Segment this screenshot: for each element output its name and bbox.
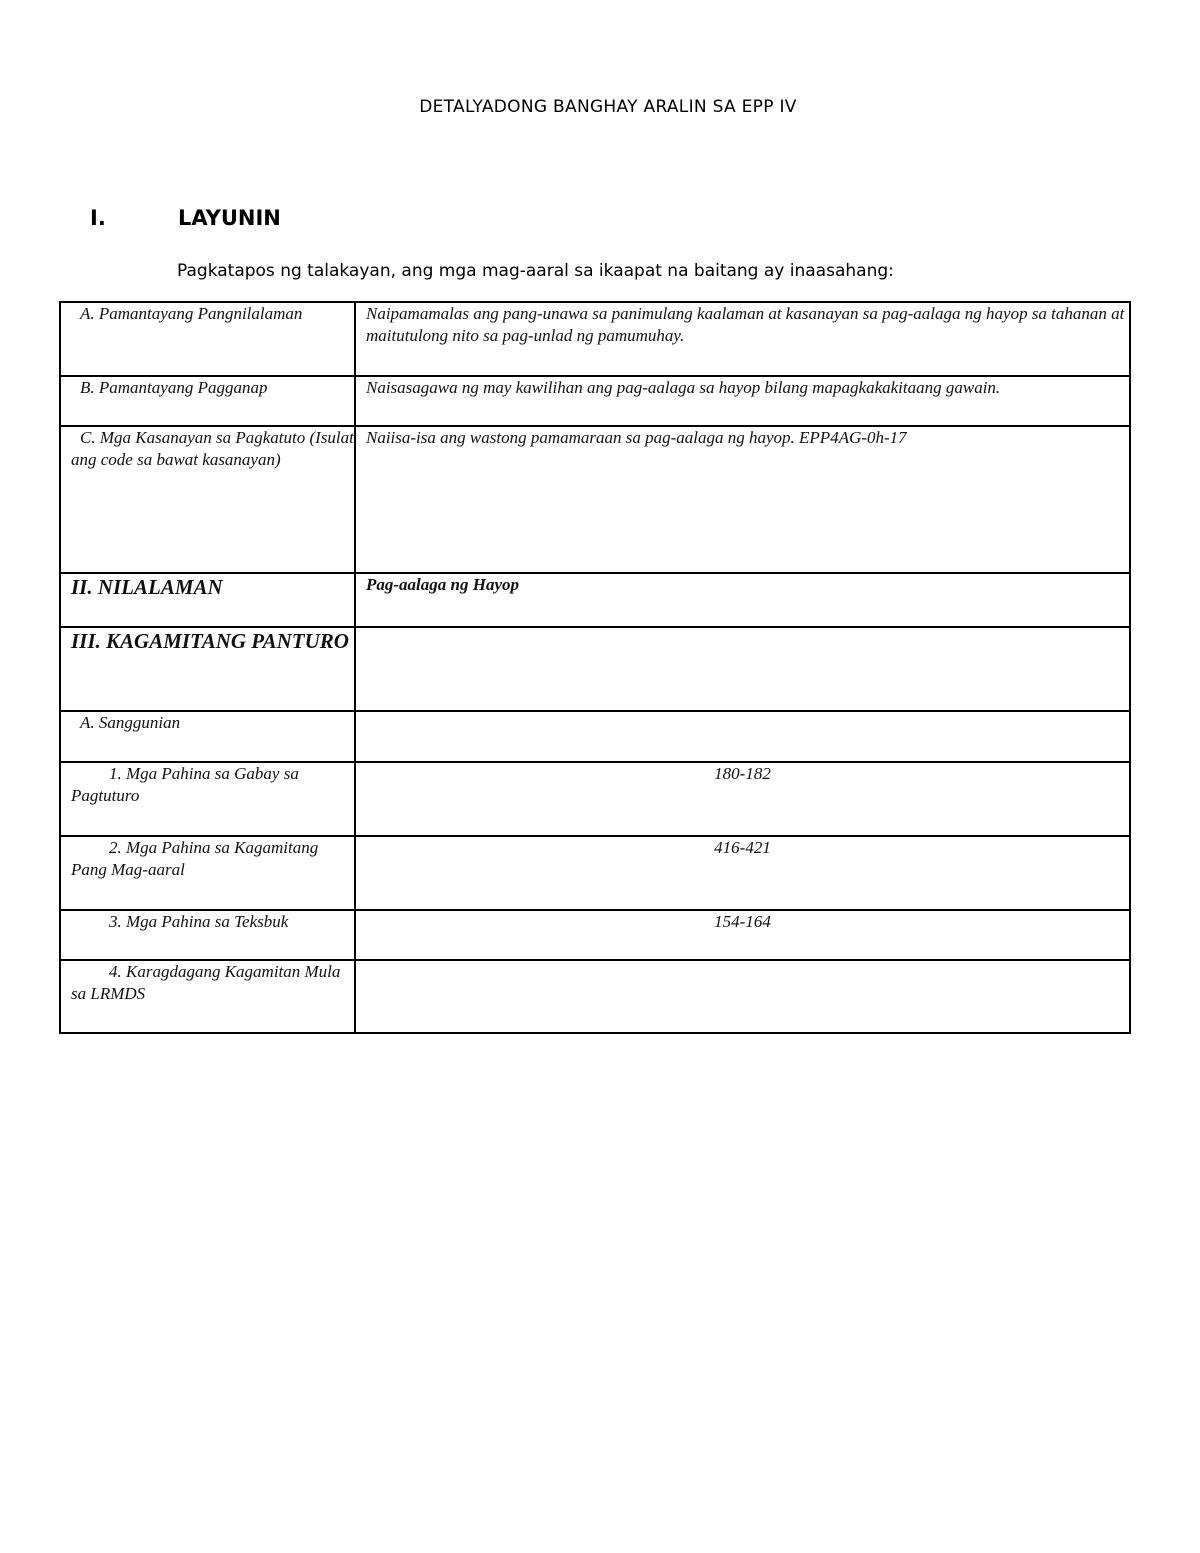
section-heading-cell: III. KAGAMITANG PANTURO [60, 627, 355, 711]
label-cell: 1. Mga Pahina sa Gabay sa Pagtuturo [60, 762, 355, 836]
table-row [60, 573, 1130, 627]
table-row [60, 711, 1130, 762]
table-row [60, 960, 1130, 1033]
document-title: DETALYADONG BANGHAY ARALIN SA EPP IV [419, 97, 797, 117]
table-row [60, 376, 1130, 426]
label-cell: 3. Mga Pahina sa Teksbuk [60, 910, 355, 960]
label-cell: 4. Karagdagang Kagamitan Mula sa LRMDS [60, 960, 355, 1033]
value-cell [355, 960, 1130, 1033]
value-cell: Naiisa-isa ang wastong pamamaraan sa pag-aalaga ng hayop. EPP4AG-0h-17 [355, 426, 1130, 573]
value-cell: 180-182 [355, 762, 1130, 836]
value-cell: 154-164 [355, 910, 1130, 960]
label-cell: 2. Mga Pahina sa Kagamitang Pang Mag-aaral [60, 836, 355, 910]
section-heading-cell: II. NILALAMAN [60, 573, 355, 627]
value-cell: Naisasagawa ng may kawilihan ang pag-aalaga sa hayop bilang mapagkakakitaang gawain. [355, 376, 1130, 426]
row-label: A. Pamantayang Pangnilalaman [80, 304, 303, 323]
label-cell [60, 711, 355, 762]
label-cell [60, 302, 355, 376]
label-cell [60, 376, 355, 426]
row-label: B. Pamantayang Pagganap [80, 378, 268, 397]
value-cell: 416-421 [355, 836, 1130, 910]
table-row [60, 910, 1130, 960]
section-title: LAYUNIN [178, 206, 281, 230]
value-cell: Naipamamalas ang pang-unawa sa panimulang kaalaman at kasanayan sa pag-aalaga ng hayop sa tahanan at maitutulong nito sa pag-unlad ng pamumuhay. [355, 302, 1130, 376]
table-row [60, 627, 1130, 711]
value-cell [355, 711, 1130, 762]
section-intro: Pagkatapos ng talakayan, ang mga mag-aaral sa ikaapat na baitang ay inaasahang: [177, 261, 894, 281]
table-row [60, 302, 1130, 376]
value-cell: Pag-aalaga ng Hayop [355, 573, 1130, 627]
value-cell [355, 627, 1130, 711]
label-cell [60, 426, 355, 573]
table-row [60, 426, 1130, 573]
section-number: I. [90, 206, 106, 230]
table-row [60, 762, 1130, 836]
table-row [60, 836, 1130, 910]
row-label: C. Mga Kasanayan sa Pagkatuto (Isulat ang code sa bawat kasanayan) [71, 428, 354, 469]
row-label: A. Sanggunian [80, 713, 181, 732]
lesson-plan-table [59, 301, 1131, 1034]
